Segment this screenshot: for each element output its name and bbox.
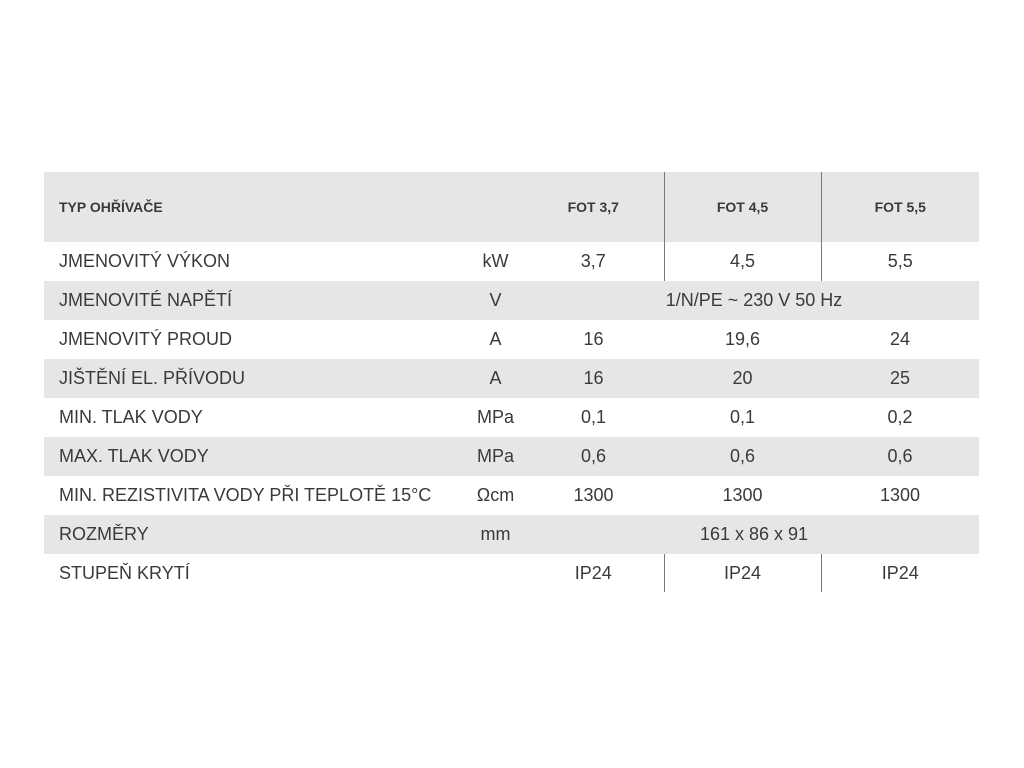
row-label: MIN. REZISTIVITA VODY PŘI TEPLOTĚ 15°C [44,476,452,515]
table-row [44,359,979,398]
table-row [44,281,979,320]
header-model-3: FOT 5,5 [821,172,979,242]
table-row [44,242,979,281]
row-unit: Ωcm [452,476,529,515]
table-row [44,476,979,515]
table-row [44,437,979,476]
row-value: 0,6 [529,437,664,476]
row-value: 0,1 [664,398,821,437]
table-row [44,515,979,554]
row-unit: mm [452,515,529,554]
spec-table [44,172,979,592]
row-value: 1300 [664,476,821,515]
row-merged-value: 161 x 86 x 91 [529,515,979,554]
row-label: MAX. TLAK VODY [44,437,452,476]
row-value: 4,5 [664,242,821,281]
row-label: MIN. TLAK VODY [44,398,452,437]
row-label: JMENOVITÝ PROUD [44,320,452,359]
row-value: 0,6 [664,437,821,476]
row-label: JMENOVITÝ VÝKON [44,242,452,281]
row-value: IP24 [529,554,664,592]
row-merged-value: 1/N/PE ~ 230 V 50 Hz [529,281,979,320]
table-row [44,398,979,437]
row-value: 16 [529,359,664,398]
row-unit: MPa [452,437,529,476]
row-value: 25 [821,359,979,398]
row-value: 3,7 [529,242,664,281]
table-header-row [44,172,979,242]
row-value: 5,5 [821,242,979,281]
row-value: 24 [821,320,979,359]
row-unit [452,554,529,592]
row-label: JMENOVITÉ NAPĚTÍ [44,281,452,320]
header-label: TYP OHŘÍVAČE [44,172,452,242]
header-model-1: FOT 3,7 [529,172,664,242]
row-value: 20 [664,359,821,398]
row-unit: A [452,320,529,359]
row-value: 0,1 [529,398,664,437]
row-unit: V [452,281,529,320]
row-label: STUPEŇ KRYTÍ [44,554,452,592]
row-value: 0,2 [821,398,979,437]
row-value: 19,6 [664,320,821,359]
row-value: 1300 [529,476,664,515]
row-value: 1300 [821,476,979,515]
row-unit: MPa [452,398,529,437]
row-value: IP24 [664,554,821,592]
table-row [44,554,979,592]
row-label: ROZMĚRY [44,515,452,554]
row-value: IP24 [821,554,979,592]
row-value: 0,6 [821,437,979,476]
header-unit [452,172,529,242]
table-row [44,320,979,359]
header-model-2: FOT 4,5 [664,172,821,242]
row-value: 16 [529,320,664,359]
row-unit: kW [452,242,529,281]
row-unit: A [452,359,529,398]
row-label: JIŠTĚNÍ EL. PŘÍVODU [44,359,452,398]
